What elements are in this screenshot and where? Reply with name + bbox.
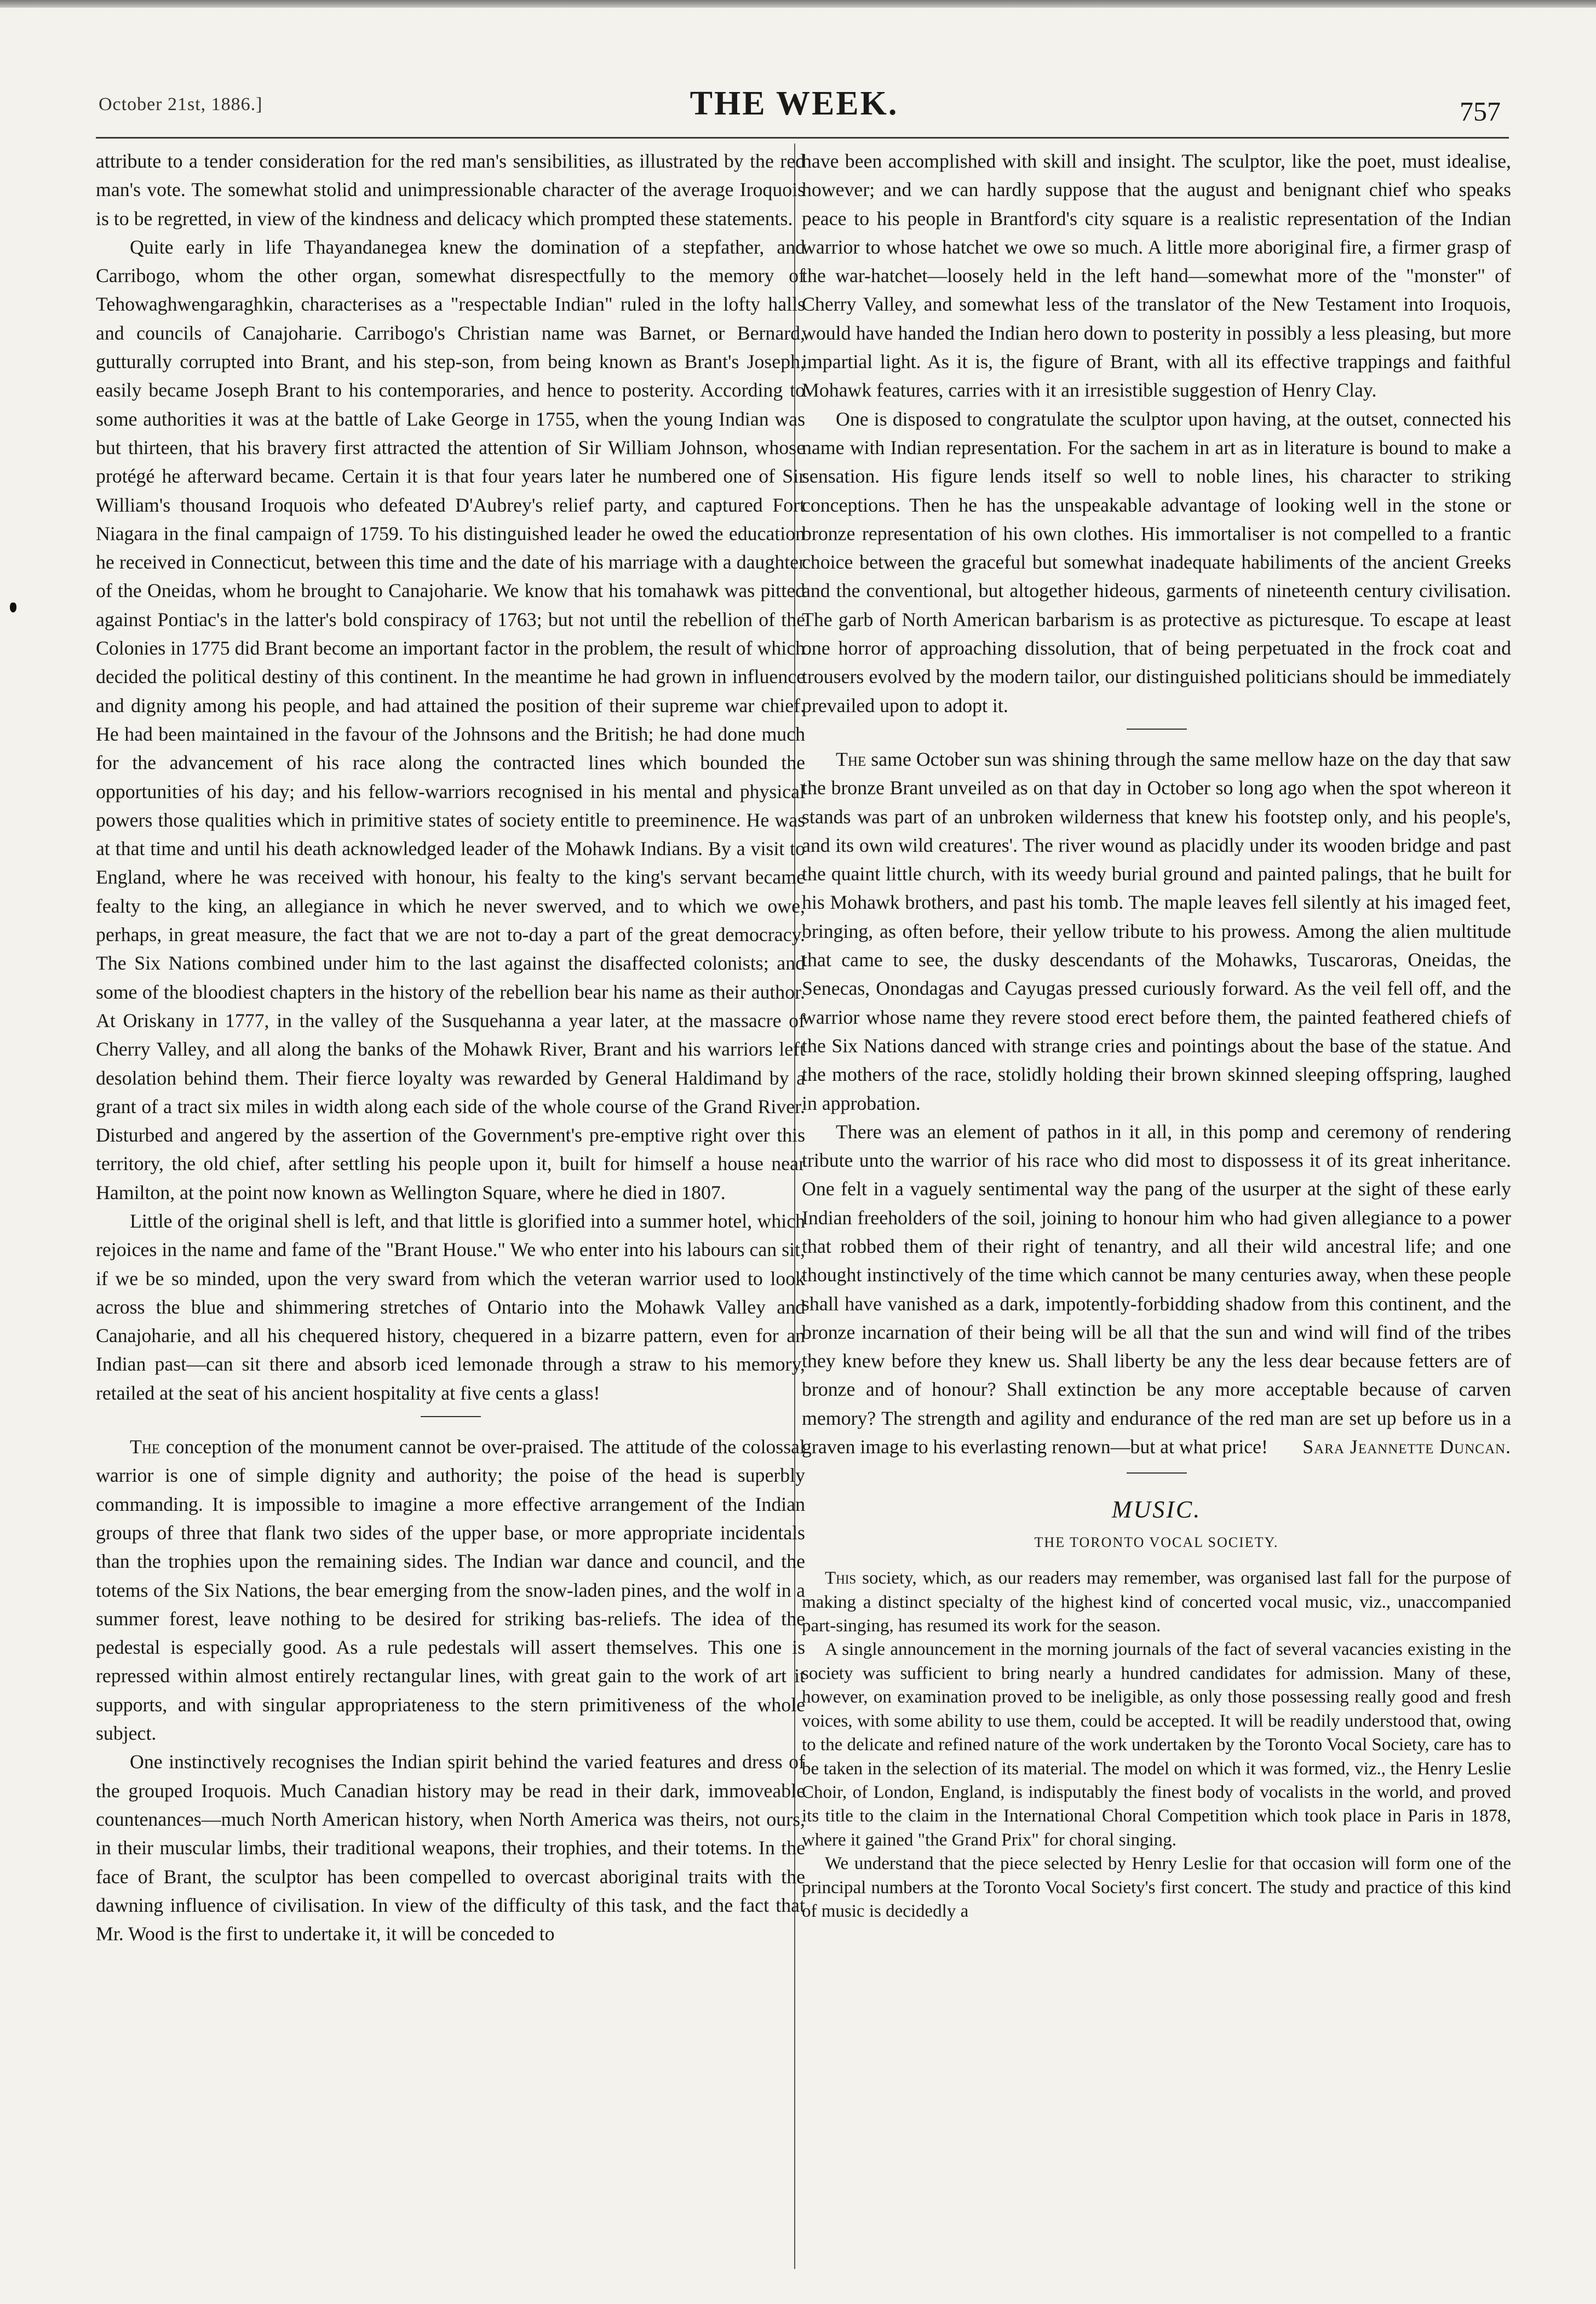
left-paragraph-5: One instinctively recognises the Indian spirit behind the varied features and dress of the grouped Iroquois. Much Canadian history may be read in their dark, immoveable countenances—much North American history, when North America was theirs, not ours, in their muscular limbs, their traditional weapons, their trophies, and their totems. In the face of Brant, the sculptor has been compelled to overcast aboriginal traits with the dawning influence of civilisation. In view of the difficulty of this task, and the fact that Mr. Wood is the first to undertake it, it will be conceded to: [96, 1751, 805, 1945]
header-rule: [96, 137, 1509, 139]
music-section-title: MUSIC.: [1111, 1495, 1202, 1523]
issue-date: October 21st, 1886.]: [99, 94, 263, 114]
left-paragraph-4-lead: The: [130, 1436, 160, 1458]
music-paragraph-3: We understand that the piece selected by Henry Leslie for that occasion will form one of the principal numbers at the Toronto Vocal Society's first concert. The study and practice of this kind of music is decidedly a: [802, 1854, 1511, 1921]
section-divider: [421, 1416, 481, 1417]
right-paragraph-4: There was an element of pathos in it all, in this pomp and ceremony of rendering tribute unto the warrior of his race who did most to dispossess it of its great inheritance. One felt in a vaguely sentimental way the pang of the usurper at the sight of these early Indian freeholders of the soil, joining to honour him who had given allegiance to a power that robbed them of their right of tenantry, and all their wild ancestral life; and one thought instinctively of the time which cannot be many centuries away, when these people shall have vanished as a dark, impotently-forbidding shadow from this continent, and the bronze incarnation of their being will be all that the sun and wind will find of the tribes they knew before they knew us. Shall liberty be any the less dear because fetters are of bronze and of honour? Shall extinction be any more acceptable because of carven memory? The strength and agility and endurance of the red man are set up before us in a graven image to his everlasting renown—but at what price!: [802, 1120, 1511, 1458]
section-divider: [1127, 1472, 1187, 1474]
margin-mark: [10, 603, 16, 612]
right-paragraph-3-body: same October sun was shining through the same mellow haze on the day that saw the bronze Brant unveiled as on that day in October so long ago when the spot whereon it stands was part of an unbroken wilderness that knew his footstep only, and his people's, and its own wild creatures'. The river wound as placidly under its wooden bridge and past the quaint little church, with its weedy burial ground and painted palings, that he built for his Mohawk brothers, and past his tomb. The maple leaves fell silently at his imaged feet, bringing, as often before, their yellow tribute to his prowess. Among the alien multitude that came to see, the dusky descendants of the Mohawks, Tuscaroras, Oneidas, the Senecas, Onondagas and Cayugas pressed curiously forward. As the veil fell off, and the warrior whose name they revere stood erect before them, the painted feathered chiefs of the Six Nations danced with strange cries and pointings about the base of the statue. And the mothers of the race, stolidly holding their brown skinned sleeping offspring, laughed in approbation.: [802, 748, 1512, 1114]
music-paragraph-1: [802, 1567, 1511, 1638]
right-paragraph-2: One is disposed to congratulate the sculptor upon having, at the outset, connected his name with Indian representation. For the sachem in art as in literature is bound to make a sensation. His figure lends itself so well to noble lines, his character to striking conceptions. Then he has the unspeakable advantage of looking well in the stone or bronze representation of his own clothes. His immortaliser is not compelled to a frantic choice between the graceful but somewhat inadequate habiliments of the ancient Greeks and the conventional, but altogether hideous, garments of nineteenth century civilisation. The garb of North American barbarism is as protective as picturesque. To escape at least one horror of approaching dissolution, that of being perpetuated in the frock coat and trousers evolved by the modern tailor, our distinguished politicians should be immediately prevailed upon to adopt it.: [802, 408, 1511, 717]
left-paragraph-2: Quite early in life Thayandanegea knew the domination of a stepfather, and Carribogo, whom the other organ, somewhat disrespectfully to the memory of Tehowaghwengaraghkin, characterises as a "respectable Indian" ruled in the lofty halls and councils of Canajoharie. Carribogo's Christian name was Barnet, or Bernard, gutturally corrupted into Brant, and his step-son, from being known as Brant's Joseph, easily became Joseph Brant to his contemporaries, and hence to posterity. According to some authorities it was at the battle of Lake George in 1755, when the young Indian was but thirteen, that his bravery first attracted the attention of Sir William Johnson, whose protégé he afterward became. Certain it is that four years later he numbered one of Sir William's thousand Iroquois who defeated D'Aubrey's relief party, and captured Fort Niagara in the final campaign of 1759. To his distinguished leader he owed the education he received in Connecticut, between this time and the date of his marriage with a daughter of the Oneidas, whom he brought to Canajoharie. We know that his tomahawk was pitted against Pontiac's in the latter's bold conspiracy of 1763; but not until the rebellion of the Colonies in 1775 did Brant become an important factor in the problem, the result of which decided the political destiny of this continent. In the meantime he had grown in influence and dignity among his people, and had attained the position of their supreme war chief. He had been maintained in the favour of the Johnsons and the British; he had done much for the advancement of his race along the contracted lines which bounded the opportunities of his day; and his fellow-warriors recognised in his mental and physical powers those qualities which in primitive states of society entitle to preeminence. He was at that time and until his death acknowledged leader of the Mohawk Indians. By a visit to England, where he was received with honour, his fealty to the king's servant became fealty to the king, an allegiance in which he never swerved, and to which we owe, perhaps, in great measure, the fact that we are not to-day a part of the great democracy. The Six Nations combined under him to the last against the disaffected colonists; and some of the bloodiest chapters in the history of the rebellion bear his name as their author. At Oriskany in 1777, in the valley of the Susquehanna a year later, at the massacre of Cherry Valley, and all along the banks of the Mohawk River, Brant and his warriors left desolation behind them. Their fierce loyalty was rewarded by General Haldimand by a grant of a tract six miles in width along each side of the whole course of the Grand River. Disturbed and angered by the assertion of the Government's pre-emptive right over this territory, the old chief, after settling his people upon it, built for himself a house near Hamilton, at the point now known as Wellington Square, where he died in 1807.: [96, 236, 805, 1203]
right-paragraph-3: [802, 745, 1511, 1117]
left-paragraph-3: Little of the original shell is left, and that little is glorified into a summer hotel, which rejoices in the name and fame of the "Brant House." We who enter into his labours can sit, if we be so minded, upon the very sward from which the veteran warrior used to look across the blue and shimmering stretches of Ontario into the Mohawk Valley and Canajoharie, and all his chequered history, chequered in a bizarre pattern, even for an Indian past—can sit there and absorb iced lemonade through a straw to his memory, retailed at the seat of his ancient hospitality at five cents a glass!: [96, 1210, 805, 1404]
page-number: 757: [1460, 96, 1501, 127]
author-signature: Sara Jeannette Duncan.: [1302, 1436, 1511, 1458]
page-header: [88, 82, 1501, 131]
left-column: [96, 147, 805, 1948]
music-paragraph-2: A single announcement in the morning journals of the fact of several vacancies existing in the society was sufficient to bring nearly a hundred candidates for admission. Many of these, however, on examination proved to be ineligible, as only those possessing really good and fresh voices, with some ability to use them, could be accepted. It will be readily understood that, owing to the delicate and refined nature of the work undertaken by the Toronto Vocal Society, care has to be taken in the selection of its material. The model on which it was formed, viz., the Henry Leslie Choir, of London, England, is indisputably the finest body of vocalists in the world, and proved its title to the claim in the International Choral Competition which took place in Paris in 1878, where it gained "the Grand Prix" for choral singing.: [802, 1640, 1511, 1850]
left-paragraph-4-body: conception of the monument cannot be over-praised. The attitude of the colossal warrior is one of simple dignity and authority; the poise of the head is superbly commanding. It is impossible to imagine a more effective arrangement of the Indian groups of three that flank two sides of the upper base, or more appropriate incidentals than the trophies upon the remaining sides. The Indian war dance and council, and the totems of the Six Nations, the bear emerging from the snow-laden pines, and the wolf in a summer forest, leave nothing to be desired for striking bas-reliefs. The idea of the pedestal is especially good. As a rule pedestals will assert themselves. This one is repressed within almost entirely rectangular lines, with great gain to the work of art it supports, and with singular appropriateness to the stern primitiveness of the whole subject.: [96, 1436, 805, 1745]
music-paragraph-1-body: society, which, as our readers may remember, was organised last fall for the purpose of making a distinct specialty of the highest kind of concerted vocal music, viz., unaccompanied part-singing, has resumed its work for the season.: [802, 1568, 1511, 1636]
right-paragraph-3-lead: The: [836, 748, 866, 770]
left-paragraph-1: attribute to a tender consideration for the red man's sensibilities, as illustrated by the red man's vote. The somewhat stolid and unimpressionable character of the average Iroquois is to be regretted, in view of the kindness and delicacy which prompted these statements.: [96, 150, 805, 230]
publication-title: THE WEEK.: [690, 85, 899, 122]
section-divider: [1127, 729, 1187, 730]
music-article: [802, 1567, 1511, 1923]
left-paragraph-4: [96, 1432, 805, 1747]
top-edge-rule: [0, 0, 1596, 8]
right-column: [802, 147, 1511, 1923]
music-section-subtitle: THE TORONTO VOCAL SOCIETY.: [1034, 1534, 1279, 1550]
right-paragraph-1: have been accomplished with skill and insight. The sculptor, like the poet, must idealise, however; and we can hardly suppose that the august and benignant chief who speaks peace to his people in Brantford's city square is a realistic representation of the Indian warrior to whose hatchet we owe so much. A little more aboriginal fire, a firmer grasp of the war-hatchet—loosely held in the left hand—somewhat more of the "monster" of Cherry Valley, and somewhat less of the translator of the New Testament into Iroquois, would have handed the Indian hero down to posterity in possibly a less pleasing, but more impartial light. As it is, the figure of Brant, with all its effective trappings and faithful Mohawk features, carries with it an irresistible suggestion of Henry Clay.: [802, 150, 1511, 402]
music-paragraph-1-lead: This: [825, 1568, 857, 1589]
